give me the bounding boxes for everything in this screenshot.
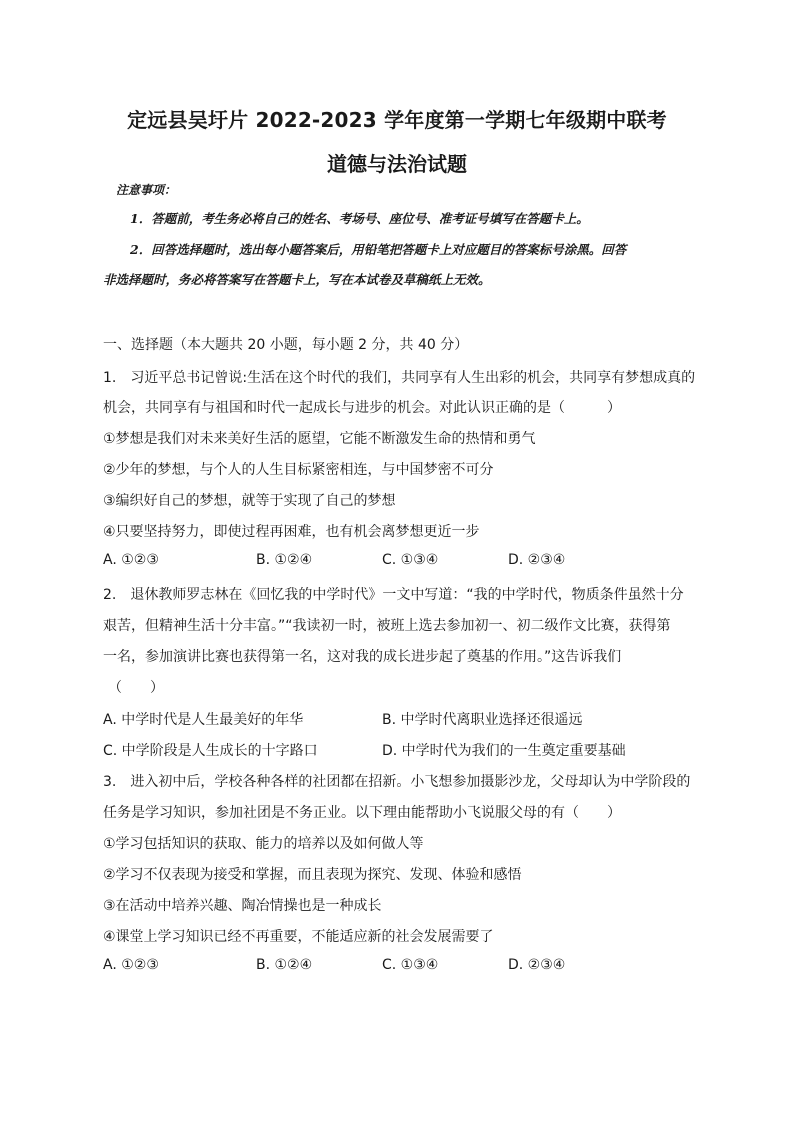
q1-option-c: C. ①③④ — [382, 552, 439, 568]
q3-item: ②学习不仅表现为接受和掌握，而且表现为探究、发现、体验和感悟 — [103, 867, 522, 883]
exam-subject: 道德与法治试题 — [327, 152, 467, 176]
q1-option-d: D. ②③④ — [508, 552, 566, 568]
q2-option-a: A. 中学时代是人生最美好的年华 — [103, 712, 304, 728]
exam-title: 定远县吴圩片 2022-2023 学年度第一学期七年级期中联考 — [127, 108, 667, 132]
q1-option-a: A. ①②③ — [103, 552, 159, 568]
q2-option-d: D. 中学时代为我们的一生奠定重要基础 — [382, 743, 626, 759]
q3-stem-line: 3. 进入初中后，学校各种各样的社团都在招新。小飞想参加摄影沙龙，父母却认为中学阶段的 — [103, 774, 691, 790]
q2-stem-line: 一名，参加演讲比赛也获得第一名，这对我的成长进步起了奠基的作用。”这告诉我们 — [103, 649, 622, 665]
q1-option-b: B. ①②④ — [256, 552, 313, 568]
q2-stem-line: 艰苦，但精神生活十分丰富。”“我读初一时，被班上选去参加初一、初二级作文比赛，获得第 — [103, 618, 671, 634]
notice-item-2-line-2: 非选择题时，务必将答案写在答题卡上，写在本试卷及草稿纸上无效。 — [103, 272, 491, 287]
q3-option-b: B. ①②④ — [256, 957, 313, 973]
q1-item: ④只要坚持努力，即使过程再困难，也有机会离梦想更近一步 — [103, 524, 480, 540]
q1-item: ③编织好自己的梦想，就等于实现了自己的梦想 — [103, 493, 396, 509]
section-heading: 一、选择题（本大题共 20 小题，每小题 2 分，共 40 分） — [103, 337, 469, 353]
q3-item: ③在活动中培养兴趣、陶冶情操也是一种成长 — [103, 898, 382, 914]
q1-item: ②少年的梦想，与个人的人生目标紧密相连，与中国梦密不可分 — [103, 462, 494, 478]
notice-item-2-line-1: 2．回答选择题时，选出每小题答案后，用铅笔把答题卡上对应题目的答案标号涂黑。回答 — [130, 242, 627, 257]
q2-option-b: B. 中学时代离职业选择还很遥远 — [382, 712, 583, 728]
q2-stem-line: 2. 退休教师罗志林在《回忆我的中学时代》一文中写道：“我的中学时代，物质条件虽然十分 — [103, 587, 684, 603]
q3-option-d: D. ②③④ — [508, 957, 566, 973]
q3-option-a: A. ①②③ — [103, 957, 159, 973]
q1-stem-line: 机会，共同享有与祖国和时代一起成长与进步的机会。对此认识正确的是（ ） — [103, 400, 621, 416]
q3-option-c: C. ①③④ — [382, 957, 439, 973]
notice-item-1: 1．答题前，考生务必将自己的姓名、考场号、座位号、准考证号填写在答题卡上。 — [130, 211, 589, 226]
q2-option-c: C. 中学阶段是人生成长的十字路口 — [103, 743, 318, 759]
q2-answer-blank: （ ） — [108, 680, 164, 696]
q3-item: ①学习包括知识的获取、能力的培养以及如何做人等 — [103, 836, 424, 852]
notice-heading: 注意事项： — [116, 183, 177, 197]
q1-stem-line: 1. 习近平总书记曾说:生活在这个时代的我们，共同享有人生出彩的机会，共同享有梦想成真的 — [103, 370, 696, 386]
q3-stem-line: 任务是学习知识，参加社团是不务正业。以下理由能帮助小飞说服父母的有（ ） — [103, 805, 621, 821]
q3-item: ④课堂上学习知识已经不再重要，不能适应新的社会发展需要了 — [103, 929, 494, 945]
q1-item: ①梦想是我们对未来美好生活的愿望，它能不断激发生命的热情和勇气 — [103, 431, 536, 447]
